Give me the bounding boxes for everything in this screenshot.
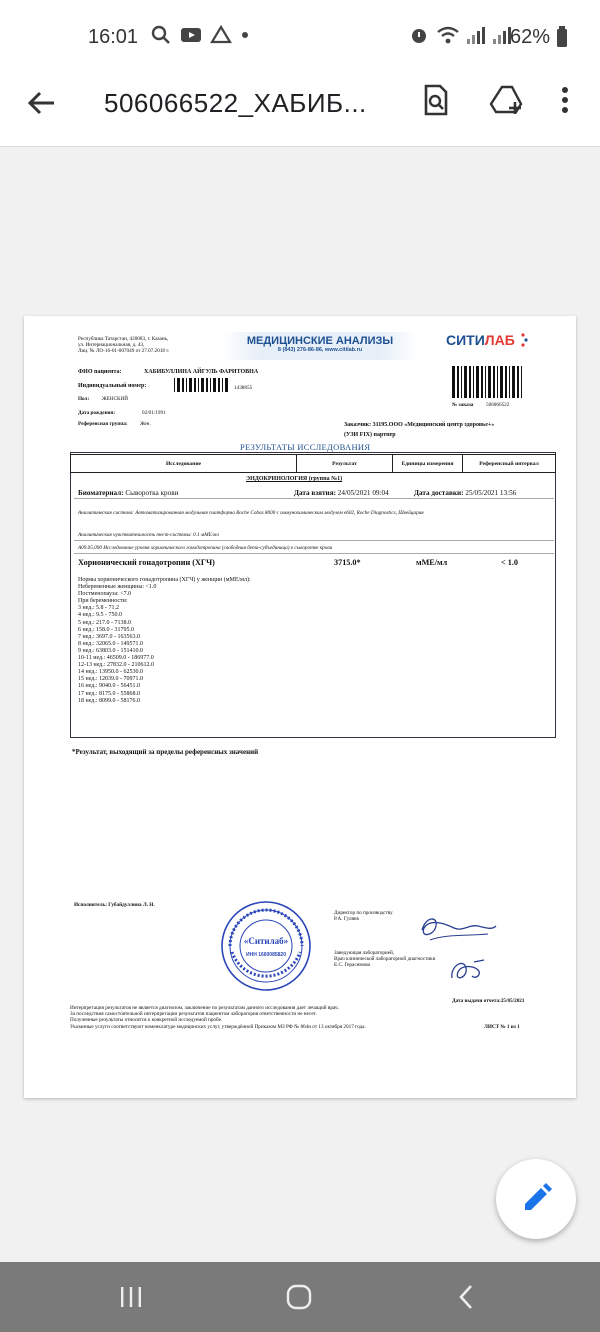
norms-list: Нормы хорионического гонадотропина (ХГЧ) у женщин (мМЕ/мл): Небеременные женщины: <1.0 Постменопауза: <7.0 При беременности: 3 нед.: 5.8 - 71.2 4 нед.: 9.5 - 750.0 5 нед.: 217.0 - 7138.0 6 нед.: 158.0 - 31795.0 7 нед.: 3697.0 - 163563.0 8 нед.: 32065.0 - 149571.0 9 нед.: 63803.0 - 151410.0 10-11 нед.: 46509.0 - 186977.0 12-13 нед.: 27832.0 - 210612.0 14 нед.: 13950.0 - 62530.0 15 нед.: 12039.0 - 70971.0 16 нед.: 9040.0 - 56451.0 17 нед.: 8175.0 - 55868.0 18 нед.: 8099.0 - 58176.0	[78, 577, 251, 704]
director-block: Директор по производству Р.А. Гуляев	[334, 910, 393, 923]
wifi-icon	[436, 24, 460, 46]
system-line: Аналитическая система: Автоматизированная модульная платформа Roche Cobas 8000 с иммунохимическим модулем e602, Roche Diagnostics, Швейцария	[78, 510, 424, 516]
banner-sub: 8 (843) 276-86-86, www.citilab.ru	[277, 347, 363, 353]
head-block: Заведующая лабораторией, Врач клинической лабораторной диагностики Е.С. Герасимова	[334, 950, 436, 969]
results-title: РЕЗУЛЬТАТЫ ИССЛЕДОВАНИЯ	[240, 442, 371, 452]
battery-icon	[556, 26, 568, 48]
sheet-number: ЛИСТ № 1 из 1	[484, 1024, 520, 1030]
banner	[222, 332, 418, 360]
file-title: 506066522_ХАБИБ...	[104, 88, 367, 118]
system-nav-bar	[0, 1262, 600, 1332]
stamp-name: «Ситилаб»	[243, 936, 289, 946]
issue-date: Дата выдачи отчета:25/05/2021	[452, 998, 525, 1004]
performer: Исполнитель: Губайдуллина Л. Н.	[74, 902, 155, 908]
test-name: Хорионический гонадотропин (ХГЧ)	[78, 558, 215, 567]
pdf-page: Республика Татарстан, 420083, г. Казань, ул. Интернациональная, д. 43, Лиц. № ЛО-16-01-007049 от 27.07.2018 г. МЕДИЦИНСКИЕ АНАЛИЗЫ 8 (843) 276-86-86, www.citilab.ru СИТИЛАБ ФИО пациента: ХАБИБУЛЛИНА АЙГУЛЬ ФАРИТОВНА Индивидуальный номер: 1438855 Пол: ЖЕНСКИЙ Дата рождения: 02/01/1991 Референсная группа: Жен. № заказа 506066522 Заказчик: 31195.ООО «Медицинский центр здоровье+» (УЗИ FIX) партнер РЕЗУЛЬТАТЫ ИССЛЕДОВАНИЯ Исследование Результат Единицы измерения Референсный интервал ЭНДОКРИНОЛОГИЯ (группа №1) Биоматериал: Сыворотка крови Дата взятия: 24/05/2021 09:04 Дата доставки: 25/05/2021 13:56 Аналитическая система: Автоматизированная модульная платформа Roche Cobas 8000 с иммунохимическим модулем e602, Roche Diagnostics, Швейцария Аналитическая чувствительность тест-системы: 0.1 мМЕ/мл A09.05.090 Исследование уровня хорионического гонадотропина (свободная бета-субъединица) в сыворотке крови Хорионический гонадотропин (ХГЧ) 3715.0* мМЕ/мл < 1.0 Нормы хорионического гонадотропина (ХГЧ) у женщин (мМЕ/мл): Небеременные женщины: <1.0 Постменопауза: <7.0 При беременности: 3 нед.: 5.8 - 71.2 4 нед.: 9.5 - 750.0 5 нед.: 217.0 - 7138.0 6 нед.: 158.0 - 31795.0 7 нед.: 3697.0 - 163563.0 8 нед.: 32065.0 - 149571.0 9 нед.: 63803.0 - 151410.0 10-11 нед.: 46509.0 - 186977.0 12-13 нед.: 27832.0 - 210612.0 14 нед.: 13950.0 - 62530.0 15 нед.: 12039.0 - 70971.0 16 нед.: 9040.0 - 56451.0 17 нед.: 8175.0 - 55868.0 18 нед.: 8099.0 - 58176.0 *Результат, выходящий за пределы референсных значений Исполнитель: Губайдуллина Л. Н. «Ситилаб» ИНН 1660085820 Директор по производству Р.А. Гуляев Заведующая лабораторией, Врач клинической лабораторной диагностики Е.С. Герасимова Дата выдачи отчета:25/05/2021 Интерпретация результатов не является диагнозом, заключение по результатам данного исследования дает лечащий врач. За последствия самостоятельной интерпретации результатов пациентом лаборатория ответственности не несет. Полученные результаты относятся к конкретной исследуемой пробе. Указанные услуги соответствуют номенклатуре медицинских услуг, утверждённой Приказом МЗ РФ № 804н от 13 октября 2017 года. ЛИСТ № 1 из 1	[24, 316, 576, 1098]
more-options-icon[interactable]	[550, 82, 580, 118]
dot-icon	[240, 30, 250, 40]
signal-icon	[466, 25, 486, 45]
lab-address: Республика Татарстан, 420083, г. Казань, ул. Интернациональная, д. 43, Лиц. № ЛО-16-01-007049 от 27.07.2018 г.	[78, 336, 170, 355]
home-icon[interactable]	[284, 1282, 314, 1312]
test-reference: < 1.0	[501, 558, 518, 567]
test-result: 3715.0*	[334, 558, 361, 567]
recent-apps-icon[interactable]	[116, 1282, 146, 1312]
stamp-inn: ИНН 1660085820	[245, 952, 287, 958]
citilab-logo: СИТИЛАБ	[446, 332, 529, 348]
find-in-page-icon[interactable]	[418, 82, 454, 118]
status-time: 16:01	[88, 26, 139, 48]
patient-id: 1438855	[234, 385, 253, 391]
head-signature-icon	[444, 952, 500, 988]
battery-percent: 62%	[510, 26, 551, 48]
add-to-drive-icon[interactable]	[488, 82, 524, 118]
banner-title: МЕДИЦИНСКИЕ АНАЛИЗЫ	[246, 335, 394, 347]
divider	[74, 540, 554, 541]
results-table: Исследование Результат Единицы измерения Референсный интервал	[70, 454, 556, 473]
youtube-icon	[180, 26, 202, 44]
back-icon[interactable]	[452, 1282, 482, 1312]
search-icon	[150, 24, 172, 46]
lab-stamp	[220, 900, 312, 992]
app-bar	[0, 72, 600, 147]
pencil-icon	[496, 1159, 576, 1239]
divider	[74, 498, 554, 499]
edit-button[interactable]	[496, 1159, 576, 1239]
method-line: A09.05.090 Исследование уровня хорионического гонадотропина (свободная бета-субъединица) в сыворотке крови	[78, 545, 333, 551]
patient-name: ХАБИБУЛЛИНА АЙГУЛЬ ФАРИТОВНА	[144, 369, 259, 375]
disclaimers: Интерпретация результатов не является диагнозом, заключение по результатам данного исследования дает лечащий врач. За последствия самостоятельной интерпретации результатов пациентом лаборатория ответственности не несет. Полученные результаты относятся к конкретной исследуемой пробе. Указанные услуги соответствуют номенклатуре медицинских услуг, утверждённой Приказом МЗ РФ № 804н от 13 октября 2017 года.	[70, 1005, 366, 1030]
patient-barcode	[174, 378, 230, 392]
status-bar	[0, 0, 600, 72]
divider	[74, 553, 554, 554]
director-signature-icon	[416, 912, 500, 946]
order-barcode	[452, 366, 524, 398]
order-number: 506066522	[486, 402, 510, 408]
back-arrow-icon[interactable]	[24, 86, 58, 120]
sensitivity-line: Аналитическая чувствительность тест-системы: 0.1 мМЕ/мл	[78, 532, 219, 538]
test-units: мМЕ/мл	[416, 558, 448, 567]
logo-dots-icon	[519, 332, 529, 348]
signal-icon-2	[492, 25, 512, 45]
drive-icon	[210, 25, 232, 45]
alarm-icon	[408, 24, 430, 46]
footnote: *Результат, выходящий за пределы референсных значений	[72, 748, 259, 756]
section-title: ЭНДОКРИНОЛОГИЯ (группа №1)	[246, 476, 343, 482]
